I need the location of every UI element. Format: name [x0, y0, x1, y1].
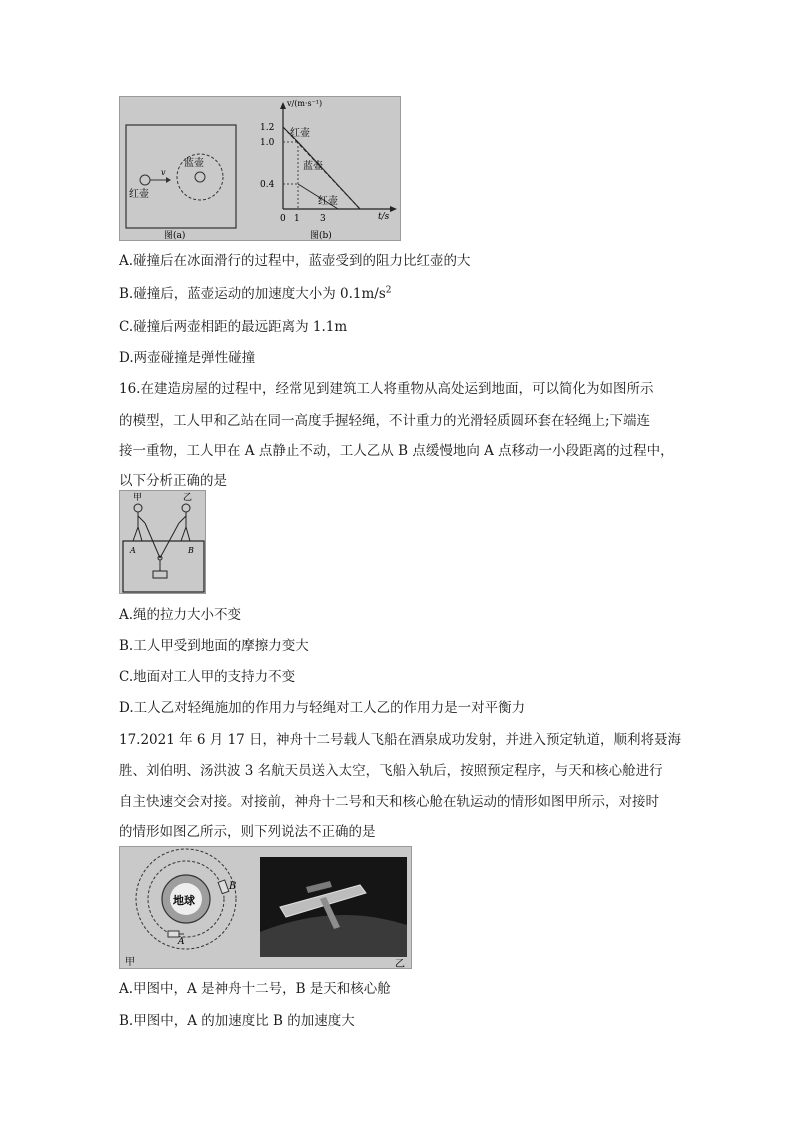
- velocity-label: v: [161, 168, 166, 177]
- worker-yi-label: 乙: [183, 493, 193, 503]
- q15-option-b: [119, 282, 391, 302]
- q17-stem-line-4: 的情形如图乙所示，则下列说法不正确的是: [119, 824, 376, 840]
- q16-stem-line-2: 的模型，工人甲和乙站在同一高度手握轻绳，不计重力的光滑轻质圆环套在轻绳上;下端连: [119, 413, 651, 429]
- t-axis-arrow: [390, 206, 397, 212]
- worker-jia-leg-l: [133, 527, 138, 541]
- q16-option-c: C.地面对工人甲的支持力不变: [119, 669, 296, 685]
- point-b-label: B: [188, 546, 194, 555]
- blue-stone-label: 蓝壶: [184, 158, 204, 169]
- q15-figure-svg: [120, 97, 401, 241]
- v-axis-arrow: [280, 102, 286, 109]
- y-tick-3: 0.4: [260, 180, 275, 190]
- velocity-arrowhead: [166, 177, 171, 183]
- q16-stem-line-1: 16.在建造房屋的过程中，经常见到建筑工人将重物从高处运到地面，可以简化为如图所示: [119, 381, 654, 397]
- satellite-b: [218, 880, 229, 894]
- blue-stone: [195, 172, 205, 182]
- worker-yi-arm: [179, 516, 186, 523]
- worker-yi-leg-r: [186, 527, 190, 541]
- ice-rink-frame: [126, 125, 236, 228]
- worker-jia-arm: [138, 516, 145, 523]
- point-a-label: A: [130, 546, 136, 555]
- fig-a-caption: 图(a): [164, 231, 186, 241]
- q16-option-d: D.工人乙对轻绳施加的作用力与轻绳对工人乙的作用力是一对平衡力: [119, 700, 526, 716]
- y-tick-2: 1.0: [260, 138, 275, 148]
- q16-figure: [119, 490, 206, 594]
- satellite-b-label: B: [229, 881, 237, 892]
- q17-stem-line-2: 胜、刘伯明、汤洪波 3 名航天员送入太空，飞船入轨后，按照预定程序，与天和核心舱进行: [119, 763, 663, 779]
- q15-option-b-text: B.碰撞后，蓝壶运动的加速度大小为 0.1m/s: [119, 286, 386, 302]
- t-axis-label: t/s: [378, 212, 390, 222]
- q16-stem-line-4: 以下分析正确的是: [119, 473, 227, 489]
- q15-option-c: C.碰撞后两壶相距的最远距离为 1.1m: [119, 319, 348, 335]
- worker-yi-head: [182, 504, 190, 512]
- weight: [153, 571, 167, 578]
- worker-yi-leg-l: [181, 527, 186, 541]
- worker-jia-label: 甲: [133, 493, 143, 503]
- line-label-red-1: 红壶: [290, 128, 310, 139]
- q15-option-b-sup: 2: [385, 285, 392, 296]
- q16-option-a: A.绳的拉力大小不变: [119, 607, 242, 623]
- fig-b-caption: 图(b): [310, 231, 332, 241]
- q15-figure: [119, 96, 401, 241]
- v-axis-label: v/(m·s⁻¹): [287, 99, 323, 108]
- worker-jia-head: [134, 504, 142, 512]
- line-label-red-2: 红壶: [318, 196, 338, 207]
- red-stone-label: 红壶: [129, 189, 149, 200]
- caption-yi: 乙: [395, 959, 405, 969]
- q15-option-d: D.两壶碰撞是弹性碰撞: [119, 350, 256, 366]
- x-tick-1: 1: [294, 214, 300, 224]
- q16-stem-line-3: 接一重物，工人甲在 A 点静止不动，工人乙从 B 点缓慢地向 A 点移动一小段距离的过程中，: [119, 443, 674, 459]
- q16-figure-svg: [120, 491, 206, 594]
- earth-label: 地球: [173, 894, 195, 907]
- line-label-blue: 蓝壶: [303, 161, 323, 172]
- q17-stem-line-3: 自主快速交会对接。对接前，神舟十二号和天和核心舱在轨运动的情形如图甲所示，对接时: [119, 794, 659, 810]
- q15-option-a: A.碰撞后在冰面滑行的过程中，蓝壶受到的阻力比红壶的大: [119, 253, 471, 269]
- q17-option-a: A.甲图中，A 是神舟十二号，B 是天和核心舱: [119, 981, 391, 997]
- q17-figure-svg: [120, 847, 412, 969]
- q16-option-b: B.工人甲受到地面的摩擦力变大: [119, 638, 309, 654]
- worker-jia-leg-r: [138, 527, 142, 541]
- caption-jia: 甲: [125, 957, 135, 968]
- x-tick-0: 0: [280, 214, 286, 224]
- red-stone: [140, 175, 150, 185]
- x-tick-3: 3: [320, 214, 326, 224]
- satellite-a-label: A: [178, 937, 185, 947]
- q17-figure: [119, 846, 412, 969]
- q17-option-b: B.甲图中，A 的加速度比 B 的加速度大: [119, 1013, 355, 1029]
- y-tick-1: 1.2: [260, 123, 275, 133]
- q17-stem-line-1: 17.2021 年 6 月 17 日，神舟十二号载人飞船在酒泉成功发射，并进入预定轨道，顺利将聂海: [119, 732, 682, 748]
